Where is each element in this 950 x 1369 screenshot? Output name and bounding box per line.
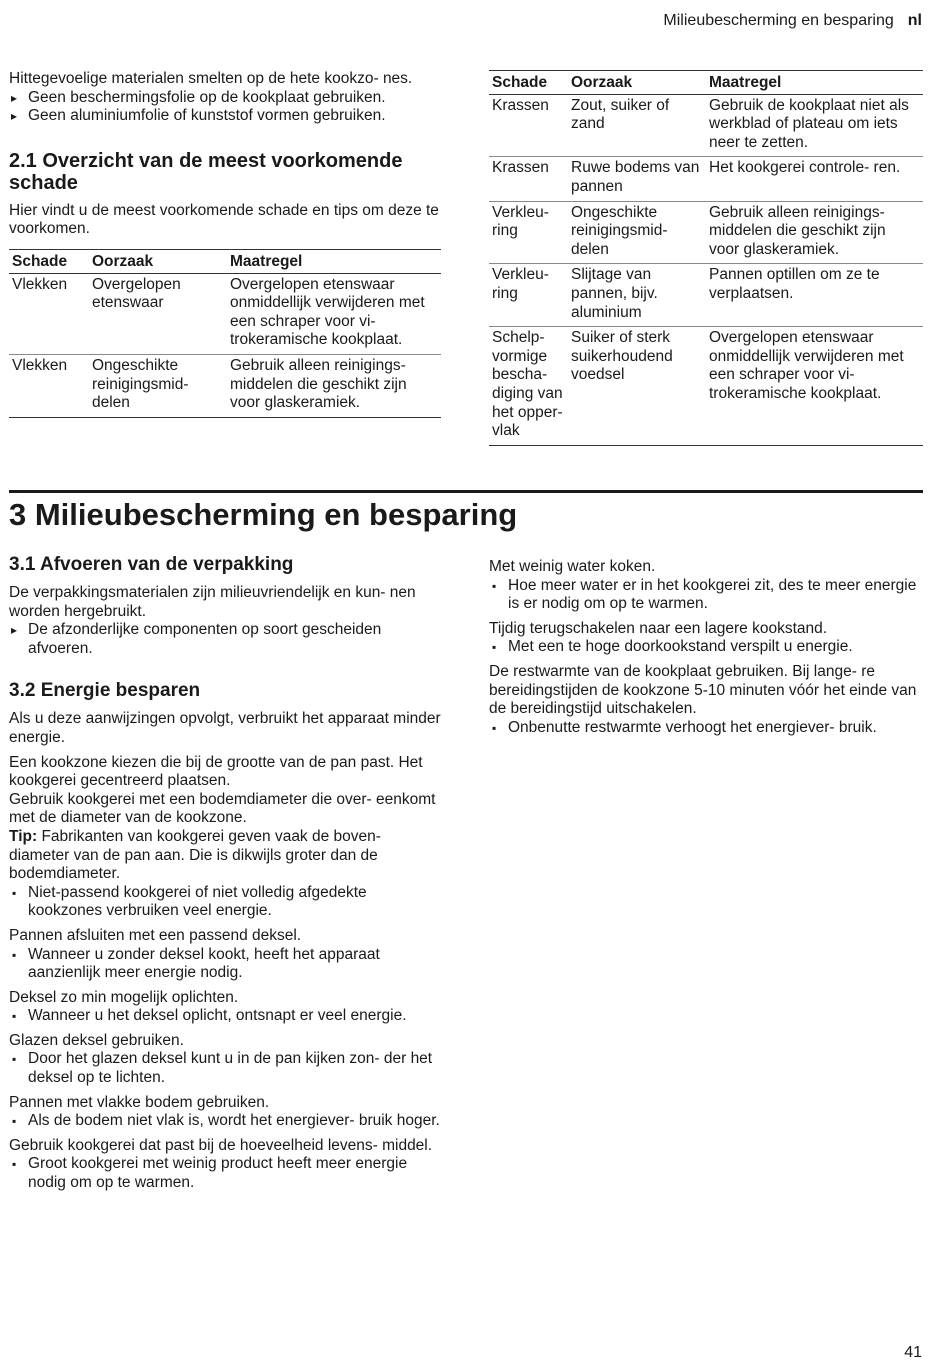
page-header: [663, 12, 922, 31]
paragraph: Gebruik kookgerei dat past bij de hoeveelheid levens- middel.: [9, 1136, 433, 1154]
section-title: 2.1 Overzicht van de meest voorkomende schade: [9, 149, 403, 194]
left-bottom-column: [9, 554, 441, 1193]
table-cell: Verkleu- ring: [489, 201, 568, 264]
tip-paragraph: [9, 828, 441, 884]
table-row: [489, 327, 923, 446]
right-bottom-column: [489, 558, 919, 737]
table-row: [489, 157, 923, 201]
table-cell: Zout, suiker of zand: [568, 94, 706, 157]
table-cell: Gebruik alleen reinigings- middelen die geschikt zijn voor glaskeramiek.: [706, 201, 923, 264]
damage-table-left: [9, 249, 441, 418]
tip-text: Fabrikanten van kookgerei geven vaak de boven- diameter van de pan aan. Die is dikwijls groter dan de bodemdiameter.: [9, 827, 381, 883]
table-cell: Overgelopen etenswaar: [89, 273, 227, 354]
table-cell: Overgelopen etenswaar onmiddellijk verwijderen met een schraper voor vi- trokeramische kookplaat.: [706, 327, 923, 446]
paragraph: Glazen deksel gebruiken.: [9, 1031, 184, 1049]
paragraph: Gebruik kookgerei met een bodemdiameter die over- eenkomt met de diameter van de kookzone.: [9, 790, 436, 827]
intro-bullets: [9, 89, 441, 126]
list-item: ▸ Geen beschermingsfolie op de kookplaat gebruiken.: [9, 89, 441, 108]
list-item: ▪ Met een te hoge doorkookstand verspilt u energie.: [489, 638, 919, 657]
paragraph: Pannen met vlakke bodem gebruiken.: [9, 1093, 270, 1111]
table-cell: Het kookgerei controle- ren.: [706, 157, 923, 201]
subsection-title: 3.1 Afvoeren van de verpakking: [9, 554, 294, 575]
left-top-column: [9, 70, 441, 418]
table-cell: Krassen: [489, 94, 568, 157]
column-header: Schade: [489, 71, 568, 95]
list-item: ▸ De afzonderlijke componenten op soort gescheiden afvoeren.: [9, 621, 441, 658]
paragraph: Tijdig terugschakelen naar een lagere kookstand.: [489, 619, 828, 637]
table-cell: Ruwe bodems van pannen: [568, 157, 706, 201]
right-top-column: [489, 70, 923, 446]
table-cell: Ongeschikte reinigingsmid- delen: [89, 354, 227, 417]
table-row: [489, 94, 923, 157]
table-row: [9, 354, 441, 417]
paragraph: Pannen afsluiten met een passend deksel.: [9, 926, 302, 944]
list-item: ▸ Geen aluminiumfolie of kunststof vormen gebruiken.: [9, 107, 441, 126]
table-row: [489, 264, 923, 327]
intro-text: Hittegevoelige materialen smelten op de hete kookzo- nes.: [9, 70, 413, 87]
paragraph: De verpakkingsmaterialen zijn milieuvriendelijk en kun- nen worden hergebruikt.: [9, 584, 416, 620]
table-cell: Vlekken: [9, 354, 89, 417]
table-row: [489, 201, 923, 264]
table-cell: Verkleu- ring: [489, 264, 568, 327]
column-header: Maatregel: [227, 249, 441, 273]
paragraph: Een kookzone kiezen die bij de grootte van de pan past. Het kookgerei gecentreerd plaatsen.: [9, 753, 423, 790]
header-title: Milieubescherming en besparing: [663, 12, 894, 29]
subsection-title: 3.2 Energie besparen: [9, 680, 201, 702]
column-header: Maatregel: [706, 71, 923, 95]
page-number: 41: [904, 1344, 922, 1362]
list-item: ▪ Niet-passend kookgerei of niet volledig afgedekte kookzones verbruiken veel energie.: [9, 884, 441, 921]
list-item: ▪ Wanneer u het deksel oplicht, ontsnapt er veel energie.: [9, 1007, 441, 1026]
table-cell: Krassen: [489, 157, 568, 201]
column-header: Oorzaak: [568, 71, 706, 95]
header-lang: nl: [907, 12, 922, 29]
list-item: ▪ Wanneer u zonder deksel kookt, heeft het apparaat aanzienlijk meer energie nodig.: [9, 946, 441, 983]
table-cell: Ongeschikte reinigingsmid- delen: [568, 201, 706, 264]
table-cell: Overgelopen etenswaar onmiddellijk verwijderen met een schraper voor vi- trokeramische kookplaat.: [227, 273, 441, 354]
chapter-title: 3 Milieubescherming en besparing: [9, 497, 518, 532]
list-item: ▪ Als de bodem niet vlak is, wordt het energiever- bruik hoger.: [9, 1112, 441, 1131]
paragraph: Deksel zo min mogelijk oplichten.: [9, 988, 239, 1006]
paragraph: De restwarmte van de kookplaat gebruiken. Bij lange- re bereidingstijden de kookzone 5-10 minuten vóór het einde van de bereidingstijd uitschakelen.: [489, 662, 917, 718]
table-cell: Suiker of sterk suikerhoudend voedsel: [568, 327, 706, 446]
table-cell: Slijtage van pannen, bijv. aluminium: [568, 264, 706, 327]
list-item: ▪ Onbenutte restwarmte verhoogt het energiever- bruik.: [489, 719, 919, 738]
paragraph: Met weinig water koken.: [489, 558, 656, 575]
table-cell: Pannen optillen om ze te verplaatsen.: [706, 264, 923, 327]
list-item: ▪ Hoe meer water er in het kookgerei zit, des te meer energie is er nodig om op te warmen.: [489, 577, 919, 614]
list-item: ▪ Groot kookgerei met weinig product heeft meer energie nodig om op te warmen.: [9, 1155, 441, 1192]
section-intro: Hier vindt u de meest voorkomende schade en tips om deze te voorkomen.: [9, 201, 439, 238]
tip-label: Tip:: [9, 827, 38, 845]
column-header: Oorzaak: [89, 249, 227, 273]
table-cell: Gebruik de kookplaat niet als werkblad of plateau om iets neer te zetten.: [706, 94, 923, 157]
damage-table-right: [489, 70, 923, 446]
table-cell: Schelp- vormige bescha- diging van het opper- vlak: [489, 327, 568, 446]
column-header: Schade: [9, 249, 89, 273]
table-row: [9, 273, 441, 354]
table-cell: Vlekken: [9, 273, 89, 354]
chapter-rule: [9, 490, 923, 493]
list-item: ▪ Door het glazen deksel kunt u in de pan kijken zon- der het deksel op te lichten.: [9, 1050, 441, 1087]
table-cell: Gebruik alleen reinigings- middelen die geschikt zijn voor glaskeramiek.: [227, 354, 441, 417]
paragraph: Als u deze aanwijzingen opvolgt, verbruikt het apparaat minder energie.: [9, 710, 441, 746]
